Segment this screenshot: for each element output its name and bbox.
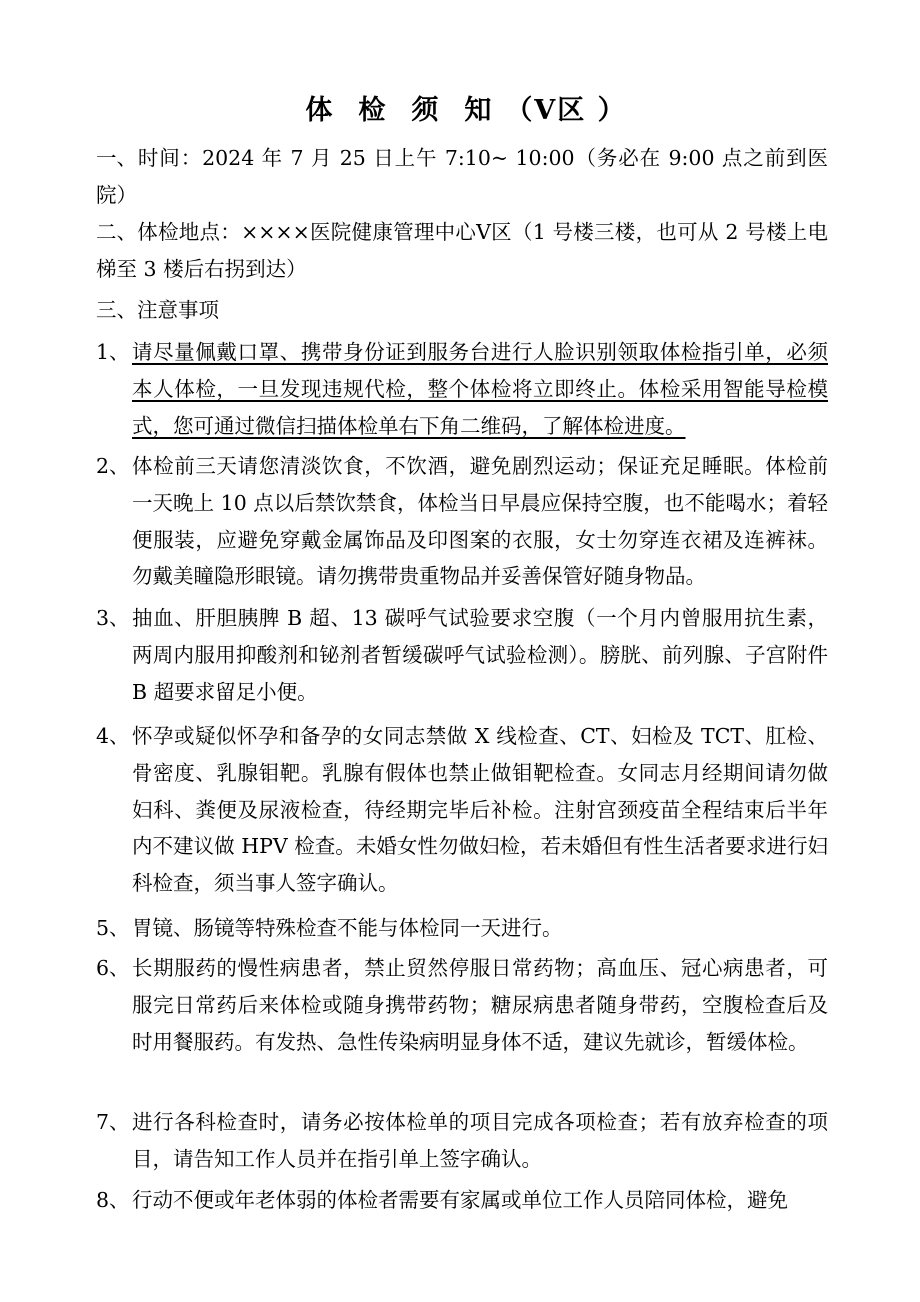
- title-char: 检: [358, 95, 388, 126]
- title-char: 知: [464, 95, 494, 126]
- item-number: 8、: [96, 1188, 130, 1212]
- time-label: 时间：: [137, 146, 203, 170]
- item-text: 长期服药的慢性病患者，禁止贸然停服日常药物；高血压、冠心病患者，可服完日常药后来体检或随身携带药物；糖尿病患者随身带药，空腹检查后及时用餐服药。有发热、急性传染病明显身体不适，建议先就诊，暂缓体检。: [132, 956, 828, 1054]
- section-location: [96, 214, 828, 288]
- list-item: [96, 334, 828, 444]
- section-number: 三、: [96, 298, 137, 322]
- section-notes-heading: [96, 292, 828, 329]
- list-item: [96, 1104, 828, 1178]
- list-item: [96, 950, 828, 1060]
- item-text: 请尽量佩戴口罩、携带身份证到服务台进行人脸识别领取体检指引单，必须本人体检，一旦发现违规代检，整个体检将立即终止。体检采用智能导检模式，您可通过微信扫描体检单右下角二维码，了解体检进度。: [132, 340, 828, 438]
- list-item: [96, 910, 828, 947]
- list-item: [96, 1182, 828, 1219]
- list-item: [96, 600, 828, 710]
- time-note: （务必在 9:00 点之前到医院）: [96, 146, 828, 207]
- item-number: 6、: [96, 956, 130, 980]
- title-suffix: （Ⅴ区 ）: [505, 95, 627, 126]
- item-number: 3、: [96, 606, 130, 630]
- list-item: [96, 718, 828, 902]
- item-number: 2、: [96, 454, 130, 478]
- title-char: 体: [305, 95, 335, 126]
- item-text: 体检前三天请您清淡饮食，不饮酒，避免剧烈运动；保证充足睡眠。体检前一天晚上 10 点以后禁饮禁食，体检当日早晨应保持空腹，也不能喝水；着轻便服装，应避免穿戴金属饰品及印图案的衣服，女士勿穿连衣裙及连裤袜。勿戴美瞳隐形眼镜。请勿携带贵重物品并妥善保管好随身物品。: [132, 454, 828, 589]
- item-number: 4、: [96, 724, 130, 748]
- item-number: 7、: [96, 1110, 130, 1134]
- page-title: [0, 88, 920, 127]
- item-text: 怀孕或疑似怀孕和备孕的女同志禁做 X 线检查、CT、妇检及 TCT、肛检、骨密度、乳腺钼靶。乳腺有假体也禁止做钼靶检查。女同志月经期间请勿做妇科、粪便及尿液检查，待经期完毕后补检。注射宫颈疫苗全程结束后半年内不建议做 HPV 检查。未婚女性勿做妇检，若未婚但有性生活者要求进行妇科检查，须当事人签字确认。: [132, 724, 828, 896]
- item-text: 行动不便或年老体弱的体检者需要有家属或单位工作人员陪同体检，避免: [132, 1188, 788, 1212]
- time-value: 2024 年 7 月 25 日上午 7:10~ 10:00: [202, 146, 575, 170]
- item-number: 1、: [96, 340, 130, 364]
- item-text: 胃镜、肠镜等特殊检查不能与体检同一天进行。: [132, 916, 563, 940]
- title-char: 须: [411, 95, 441, 126]
- section-number: 一、: [96, 146, 137, 170]
- location-text: 体检地点：××××医院健康管理中心Ⅴ区（1 号楼三楼，也可从 2 号楼上电梯至 3 楼后右拐到达）: [96, 220, 828, 281]
- section-number: 二、: [96, 220, 137, 244]
- item-number: 5、: [96, 916, 130, 940]
- list-item: [96, 448, 828, 595]
- notes-heading-text: 注意事项: [137, 298, 219, 322]
- item-text: 抽血、肝胆胰脾 B 超、13 碳呼气试验要求空腹（一个月内曾服用抗生素，两周内服用抑酸剂和铋剂者暂缓碳呼气试验检测）。膀胱、前列腺、子宫附件 B 超要求留足小便。: [132, 606, 828, 704]
- item-text: 进行各科检查时，请务必按体检单的项目完成各项检查；若有放弃检查的项目，请告知工作人员并在指引单上签字确认。: [132, 1110, 828, 1171]
- section-time: [96, 140, 828, 214]
